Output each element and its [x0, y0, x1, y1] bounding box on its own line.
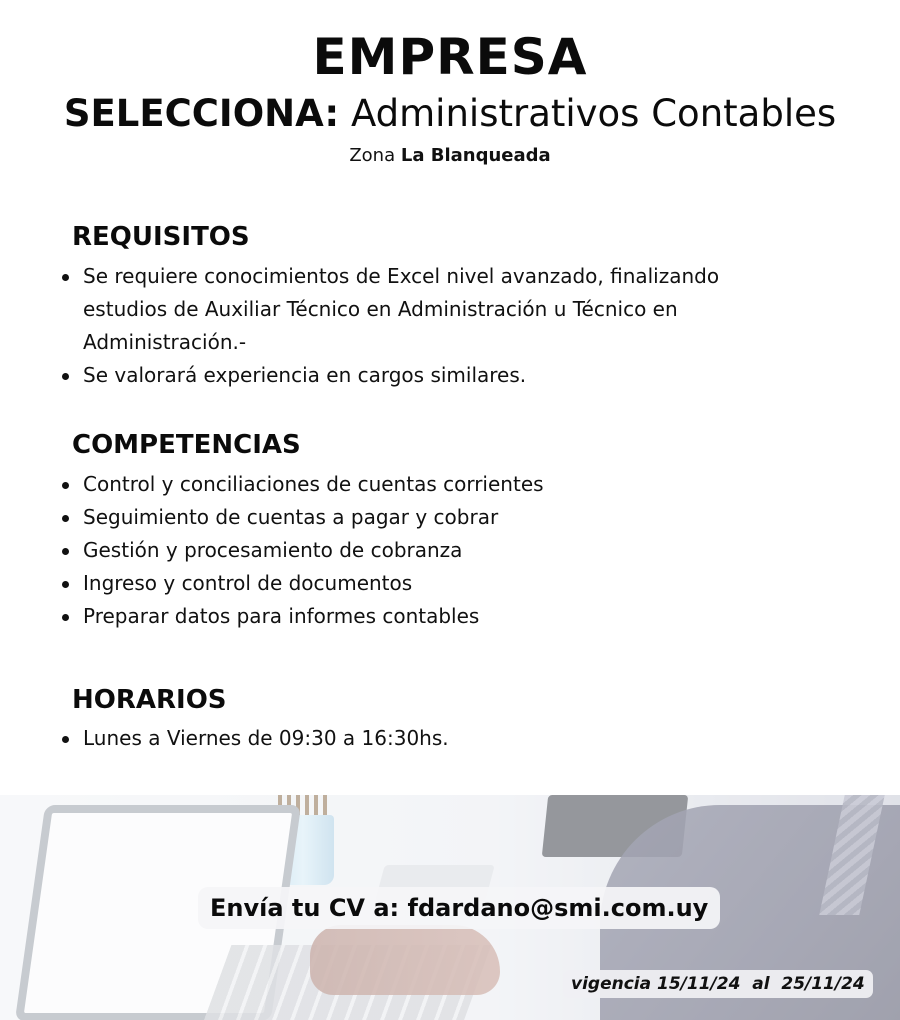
zone-prefix: Zona — [349, 145, 401, 166]
bullet-icon — [62, 736, 69, 743]
bullet-icon — [62, 274, 69, 281]
list-item: Se requiere conocimientos de Excel nivel avanzado, finalizando estudios de Auxiliar Técnico en Administración u Técnico en Administración.- — [62, 260, 802, 359]
page-title: EMPRESA — [312, 28, 588, 86]
bullet-icon — [62, 373, 69, 380]
list-item: Ingreso y control de documentos — [62, 567, 802, 600]
job-position: Administrativos Contables — [339, 92, 837, 135]
list-item: Lunes a Viernes de 09:30 a 16:30hs. — [62, 722, 802, 755]
horarios-list — [62, 722, 802, 755]
job-subtitle — [0, 92, 900, 135]
list-item: Seguimiento de cuentas a pagar y cobrar — [62, 501, 802, 534]
list-item: Control y conciliaciones de cuentas corrientes — [62, 468, 802, 501]
validity-dates: vigencia 15/11/24 al 25/11/24 — [563, 970, 873, 998]
list-item: Preparar datos para informes contables — [62, 600, 802, 633]
list-item: Se valorará experiencia en cargos similares. — [62, 359, 802, 392]
requisitos-list — [62, 260, 802, 392]
bullet-icon — [62, 581, 69, 588]
zone-name: La Blanqueada — [400, 145, 551, 166]
bullet-icon — [62, 515, 69, 522]
requisitos-title: REQUISITOS — [72, 222, 250, 252]
competencias-list — [62, 468, 802, 633]
bullet-icon — [62, 482, 69, 489]
send-cv-text: Envía tu CV a: fdardano@smi.com.uy — [198, 887, 720, 929]
horarios-title: HORARIOS — [72, 685, 227, 715]
bullet-icon — [62, 614, 69, 621]
job-zone — [0, 145, 900, 166]
subtitle-label: SELECCIONA: — [63, 92, 340, 135]
competencias-title: COMPETENCIAS — [72, 430, 301, 460]
bullet-icon — [62, 548, 69, 555]
list-item: Gestión y procesamiento de cobranza — [62, 534, 802, 567]
